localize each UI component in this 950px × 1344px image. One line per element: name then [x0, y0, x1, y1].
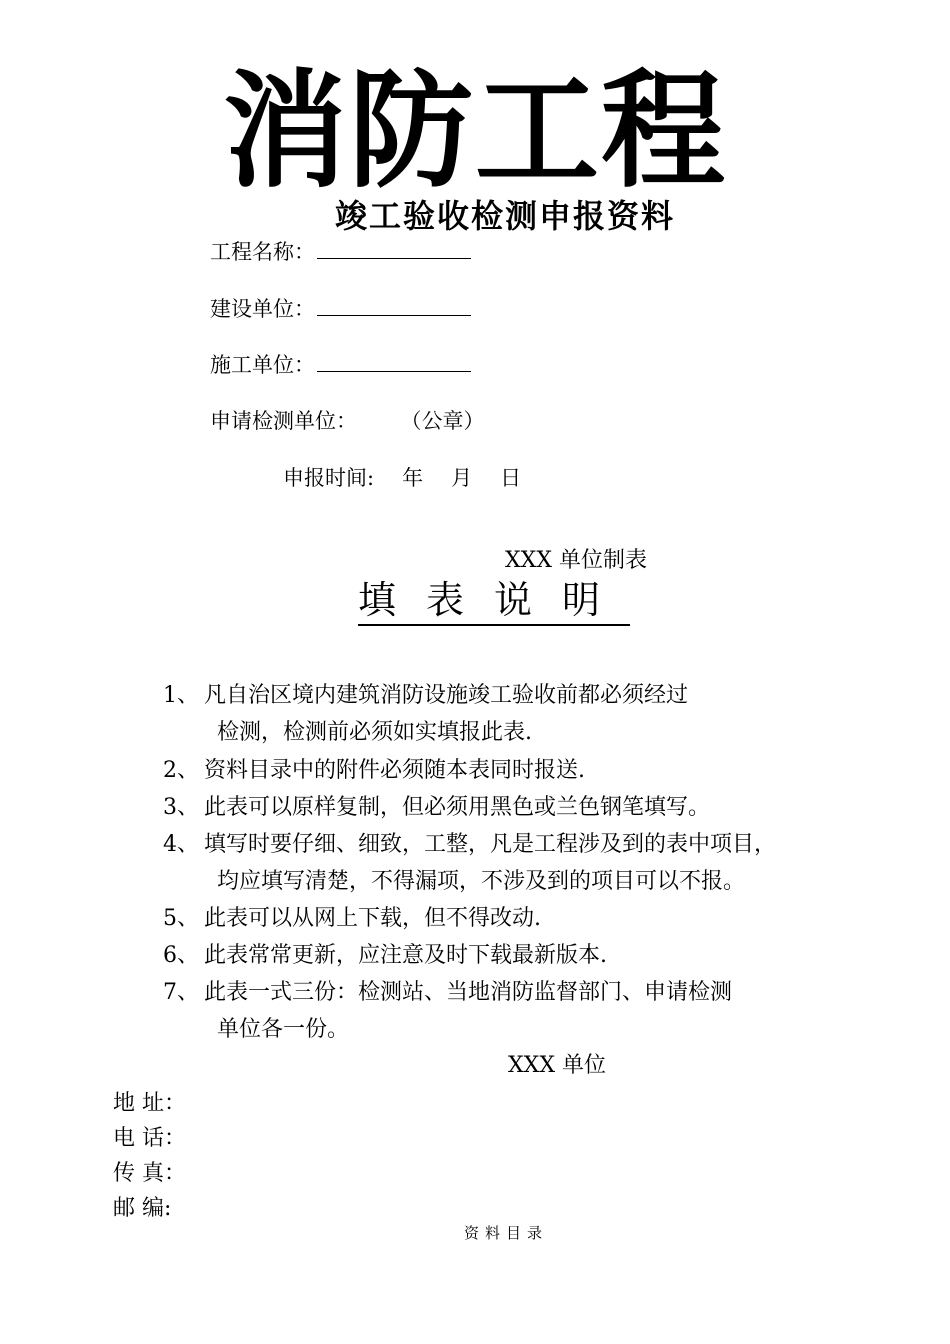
applicant-unit-label: 申请检测单位： [210, 409, 357, 433]
item-3-line1: 此表可以原样复制，但必须用黑色或兰色钢笔填写。 [204, 795, 711, 820]
phone-label: 电 话： [113, 1126, 186, 1151]
seal-note: （公章） [411, 409, 485, 433]
report-time-field [283, 464, 521, 492]
builder-unit-blank [317, 351, 471, 372]
item-4-number: 4、 [163, 832, 199, 857]
item-7-line2: 单位各一份。 [217, 1017, 350, 1042]
item-6-line1: 此表常常更新，应注意及时下载最新版本. [204, 943, 607, 968]
applicant-unit-field [210, 407, 485, 435]
construction-unit-blank [317, 295, 471, 316]
item-2-line1: 资料目录中的附件必须随本表同时报送. [204, 758, 585, 783]
item-7-number: 7、 [163, 980, 199, 1005]
subtitle: 竣工验收检测申报资料 [334, 197, 675, 235]
item-1-line1: 凡自治区境内建筑消防设施竣工验收前都必须经过 [204, 683, 689, 708]
item-5-line1: 此表可以从网上下载，但不得改动. [204, 906, 541, 931]
item-4-line1: 填写时要仔细、细致，工整，凡是工程涉及到的表中项目， [204, 832, 777, 857]
month-label: 月 [451, 466, 473, 490]
day-label: 日 [500, 466, 522, 490]
postcode-label: 邮 编: [113, 1196, 172, 1221]
issuing-unit: XXX 单位 [508, 1053, 606, 1078]
construction-unit-label: 建设单位： [210, 297, 315, 321]
year-label: 年 [402, 466, 424, 490]
footer-heading: 资料目录 [464, 1224, 549, 1242]
address-label: 地 址： [113, 1091, 186, 1116]
item-2-number: 2、 [163, 758, 199, 783]
item-5-number: 5、 [163, 906, 199, 931]
form-maker: XXX 单位制表 [505, 548, 647, 573]
construction-unit-field [210, 295, 471, 323]
item-7-line1: 此表一式三份：检测站、当地消防监督部门、申请检测 [204, 980, 733, 1005]
builder-unit-field [210, 351, 471, 379]
item-3-number: 3、 [163, 795, 199, 820]
item-1-number: 1、 [163, 683, 199, 708]
project-name-label: 工程名称： [210, 240, 315, 264]
project-name-blank [317, 238, 471, 259]
builder-unit-label: 施工单位： [210, 353, 315, 377]
fax-label: 传 真： [113, 1161, 186, 1186]
item-4-line2: 均应填写清楚，不得漏项，不涉及到的项目可以不报。 [217, 869, 746, 894]
item-1-line2: 检测，检测前必须如实填报此表. [217, 720, 532, 745]
main-title: 消防工程 [222, 58, 727, 206]
item-6-number: 6、 [163, 943, 199, 968]
instructions-title: 填表说明 [358, 578, 630, 626]
report-time-label: 申报时间: [283, 466, 375, 490]
project-name-field [210, 238, 471, 266]
